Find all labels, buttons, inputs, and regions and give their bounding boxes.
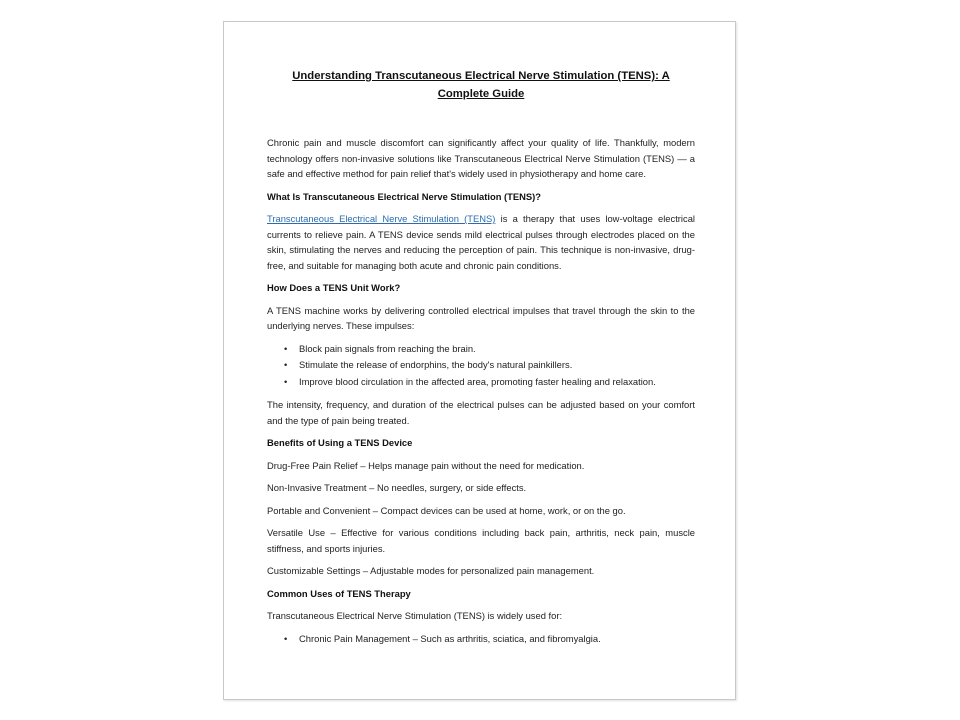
- document-title: Understanding Transcutaneous Electrical Nerve Stimulation (TENS): A Complete Guide: [292, 70, 670, 100]
- document-page: [223, 21, 736, 700]
- benefit-item: Non-Invasive Treatment – No needles, surgery, or side effects.: [267, 482, 527, 493]
- bullet-list-uses: [267, 631, 695, 648]
- section-paragraph-how-it-works: A TENS machine works by delivering controlled electrical impulses that travel through the skin to the underlying nerves. These impulses:: [267, 304, 695, 331]
- page-content: [267, 67, 695, 647]
- bullet-list-impulses: [267, 341, 695, 391]
- section-paragraph-what-is-tens: [267, 211, 695, 273]
- section-paragraph-adjustment: The intensity, frequency, and duration of the electrical pulses can be adjusted based on your comfort and the type of pain being treated.: [267, 399, 695, 426]
- list-item: • Chronic Pain Management – Such as arthritis, sciatica, and fibromyalgia.: [299, 631, 695, 648]
- benefit-item: Versatile Use – Effective for various conditions including back pain, arthritis, neck pain, muscle stiffness, and sports injuries.: [267, 527, 695, 554]
- benefit-item: Drug-Free Pain Relief – Helps manage pain without the need for medication.: [267, 459, 585, 471]
- section-heading-common-uses: Common Uses of TENS Therapy: [267, 587, 411, 599]
- tens-link[interactable]: Transcutaneous Electrical Nerve Stimulation (TENS): [267, 213, 496, 224]
- section-heading-benefits: Benefits of Using a TENS Device: [267, 437, 413, 448]
- section-heading-what-is-tens: What Is Transcutaneous Electrical Nerve Stimulation (TENS)?: [267, 190, 542, 202]
- benefit-item: Portable and Convenient – Compact devices can be used at home, work, or on the go.: [267, 504, 626, 516]
- section-paragraph-common-uses: Transcutaneous Electrical Nerve Stimulation (TENS) is widely used for:: [267, 610, 563, 621]
- section-heading-how-it-works: How Does a TENS Unit Work?: [267, 282, 401, 293]
- list-item: • Improve blood circulation in the affected area, promoting faster healing and relaxation.: [299, 374, 695, 391]
- intro-paragraph: Chronic pain and muscle discomfort can significantly affect your quality of life. Thankfully, modern technology offers non-invasive solutions like Transcutaneous Electrical Nerve Stimulation (TENS) — a safe and effective method for pain relief that's widely used in physiotherapy and home care.: [267, 137, 695, 179]
- benefit-item: Customizable Settings – Adjustable modes for personalized pain management.: [267, 565, 595, 576]
- section-paragraph-text: is a therapy that uses low-voltage electrical currents to relieve pain. A TENS device sends mild electrical pulses through electrodes placed on the skin, stimulating the nerves and reducing the perception of pain. This technique is non-invasive, drug-free, and suitable for managing both acute and chronic pain conditions.: [267, 213, 696, 271]
- list-item: • Stimulate the release of endorphins, the body's natural painkillers.: [299, 357, 695, 374]
- list-item: • Block pain signals from reaching the brain.: [299, 341, 695, 358]
